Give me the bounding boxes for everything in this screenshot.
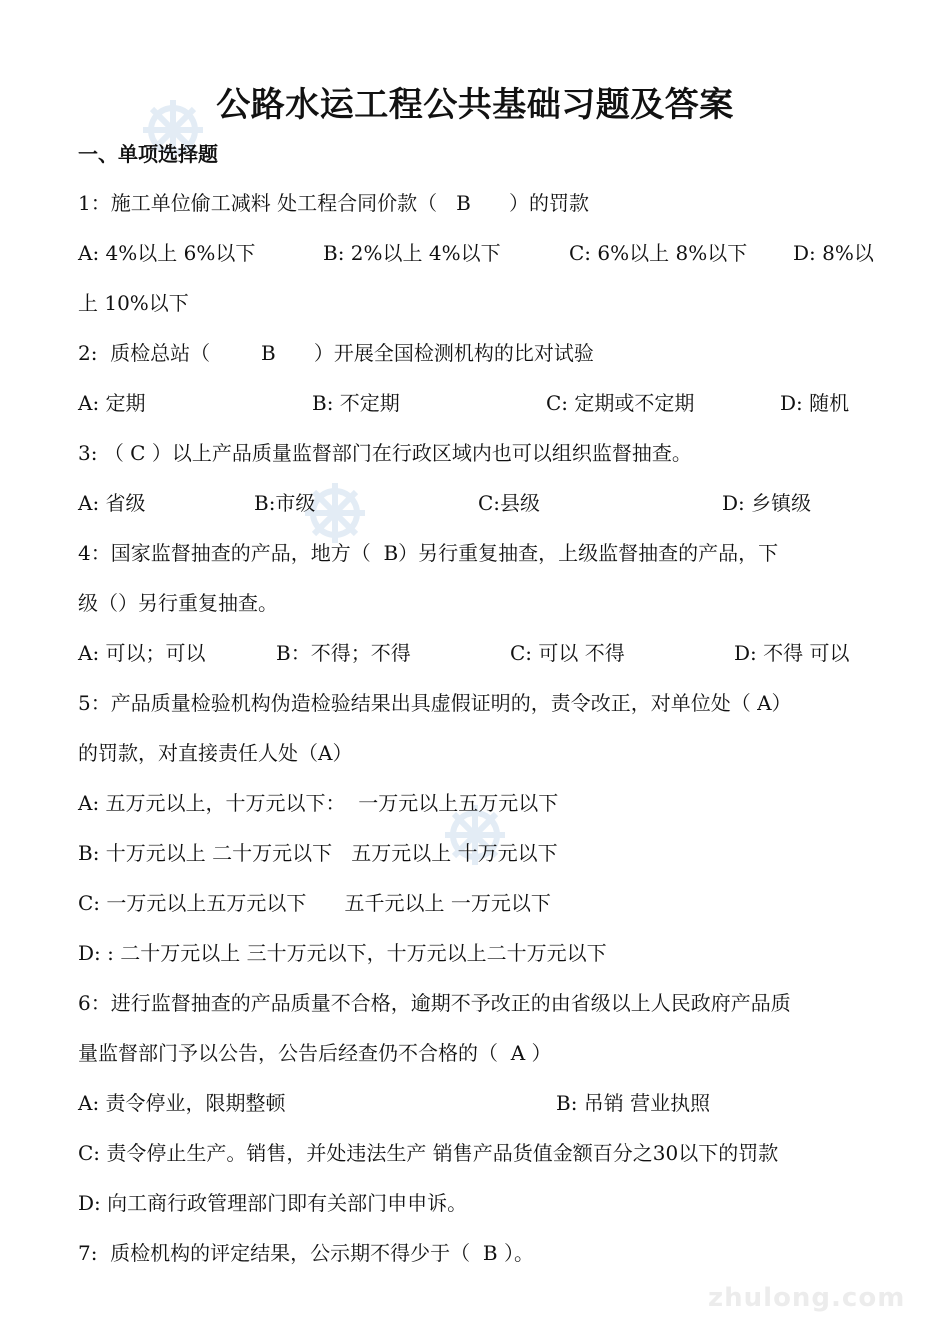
option-b: B：不得；不得 [276,641,411,665]
option-b: B: 不定期 [312,391,400,415]
footer-watermark: zhulong.com [708,1283,906,1313]
option-c: C: 6%以上 8%以下 [569,241,748,265]
question-3-text: 3: （ C ）以上产品质量监督部门在行政区域内也可以组织监督抽查。 [78,441,692,465]
option-d: D: 8%以 [793,241,874,265]
option-a: A: 4%以上 6%以下 [78,241,256,265]
question-2-options [78,386,878,436]
question-5-option-a: A: 五万元以上，十万元以下： 一万元以上五万元以下 [78,791,559,815]
option-b: B: 吊销 营业执照 [556,1091,711,1115]
question-1-option-d-continued: 上 10%以下 [78,291,189,315]
question-4-options [78,636,878,686]
question-1-text: 1：施工单位偷工减料 处工程合同价款（ B ）的罚款 [78,191,589,215]
question-5-option-d: D: : 二十万元以上 三十万元以下，十万元以上二十万元以下 [78,941,607,965]
question-5-option-c: C: 一万元以上五万元以下 五千元以上 一万元以下 [78,891,551,915]
option-a: A: 省级 [78,491,146,515]
option-a: A: 定期 [78,391,146,415]
option-c: C:县级 [478,491,541,515]
option-d: D: 不得 可以 [734,641,850,665]
question-4-text-line1: 4：国家监督抽查的产品，地方（ B）另行重复抽查，上级监督抽查的产品，下 [78,541,779,565]
option-c: C: 定期或不定期 [546,391,695,415]
option-a: A: 可以；可以 [78,641,206,665]
question-5-option-b: B: 十万元以上 二十万元以下 五万元以上 十万元以下 [78,841,558,865]
option-b: B:市级 [254,491,316,515]
question-6-option-c: C: 责令停止生产。销售，并处违法生产 销售产品货值金额百分之30以下的罚款 [78,1141,779,1165]
option-d: D: 随机 [780,391,850,415]
option-c: C: 可以 不得 [510,641,625,665]
question-6-option-d: D: 向工商行政管理部门即有关部门申申诉。 [78,1191,468,1215]
question-6-options-ab [78,1086,878,1136]
document-title: 公路水运工程公共基础习题及答案 [216,85,734,125]
option-d: D: 乡镇级 [722,491,812,515]
section-heading: 一、单项选择题 [78,142,218,166]
question-4-text-line2: 级（）另行重复抽查。 [78,591,278,615]
question-5-text-line1: 5：产品质量检验机构伪造检验结果出具虚假证明的，责令改正，对单位处（ A） [78,691,792,715]
option-a: A: 责令停业，限期整顿 [78,1091,286,1115]
question-6-text-line2: 量监督部门予以公告，公告后经查仍不合格的（ A ） [78,1041,552,1065]
question-1-options [78,236,878,286]
question-3-options [78,486,878,536]
question-list [78,186,878,1286]
question-5-text-line2: 的罚款，对直接责任人处（A） [78,741,353,765]
question-6-text-line1: 6：进行监督抽查的产品质量不合格，逾期不予改正的由省级以上人民政府产品质 [78,991,791,1015]
option-b: B: 2%以上 4%以下 [323,241,501,265]
question-7-text: 7: 质检机构的评定结果，公示期不得少于（ B ）。 [78,1241,534,1265]
question-2-text: 2: 质检总站（ B ）开展全国检测机构的比对试验 [78,341,594,365]
